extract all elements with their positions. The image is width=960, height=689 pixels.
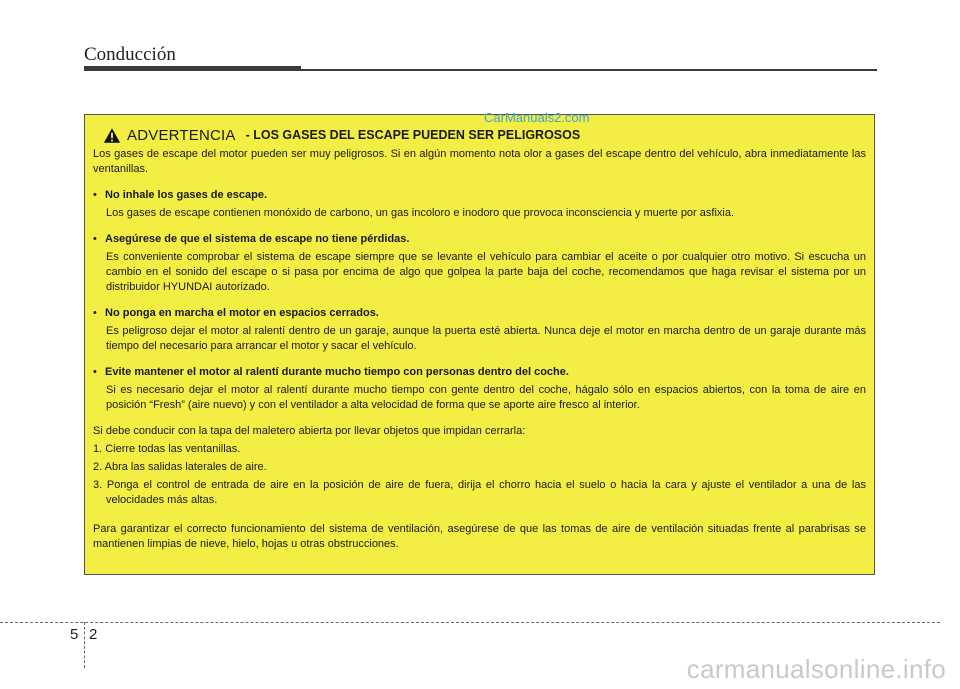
trunk-intro: Si debe conducir con la tapa del maletero abierta por llevar objetos que impidan cerrarla: bbox=[93, 425, 526, 437]
bullet-dot: • bbox=[93, 233, 97, 245]
bullet-title: Evite mantener el motor al ralentí durante mucho tiempo con personas dentro del coche. bbox=[105, 366, 569, 378]
header-rule-thick bbox=[84, 66, 301, 71]
footer-divider bbox=[0, 622, 940, 623]
bullet-dot: • bbox=[93, 307, 97, 319]
step-item: 1. Cierre todas las ventanillas. bbox=[93, 443, 241, 455]
bullet-body: Los gases de escape contienen monóxido de carbono, un gas incoloro e inodoro que provoca inconsciencia y muerte por asfixia. bbox=[106, 207, 735, 219]
bullet-item bbox=[93, 306, 866, 354]
warning-box bbox=[84, 114, 875, 575]
bullet-body: Si es necesario dejar el motor al ralentí durante mucho tiempo con gente dentro del coche, hágalo sólo en espacios abiertos, con la toma de aire en posición “Fresh” (aire nuevo) y con el ventilador a alta velocidad de forma que se aporte aire fresco al interior. bbox=[106, 384, 866, 411]
warning-subtitle: - LOS GASES DEL ESCAPE PUEDEN SER PELIGROSOS bbox=[245, 127, 581, 142]
bullet-title: No inhale los gases de escape. bbox=[105, 189, 268, 201]
warning-triangle-icon bbox=[103, 127, 121, 144]
bullet-item bbox=[93, 232, 866, 295]
bullet-title: Asegúrese de que el sistema de escape no tiene pérdidas. bbox=[105, 233, 410, 245]
bullet-body: Es conveniente comprobar el sistema de escape siempre que se levante el vehículo para cambiar el aceite o por cualquier otro motivo. Si escucha un cambio en el sonido del escape o si pasa por encima de algo que golpea la parte baja del coche, recomendamos que haga revisar el sistema por un distribuidor HYUNDAI autorizado. bbox=[106, 251, 866, 293]
step-item: 3. Ponga el control de entrada de aire en la posición de aire de fuera, dirija el chorro hacia el suelo o hacia la cara y ajuste el ventilador a una de las velocidades más altas. bbox=[93, 479, 866, 506]
warning-intro: Los gases de escape del motor pueden ser muy peligrosos. Si en algún momento nota olor a gases del escape dentro del vehículo, abra inmediatamente las ventanillas. bbox=[93, 148, 866, 175]
bullet-dot: • bbox=[93, 366, 97, 378]
watermark-top: CarManuals2.com bbox=[484, 110, 590, 125]
header-rule-thin bbox=[301, 69, 877, 71]
bullet-item bbox=[93, 365, 866, 413]
final-note: Para garantizar el correcto funcionamiento del sistema de ventilación, asegúrese de que las tomas de aire de ventilación situadas frente al parabrisas se mantienen limpias de nieve, hielo, hojas u otras obstrucciones. bbox=[93, 523, 866, 550]
page-section-title: Conducción bbox=[84, 44, 176, 65]
page-section-number: 5 bbox=[70, 626, 79, 643]
bullet-item bbox=[93, 188, 866, 221]
bullet-title: No ponga en marcha el motor en espacios cerrados. bbox=[105, 307, 379, 319]
warning-label: ADVERTENCIA bbox=[127, 126, 236, 144]
warning-header bbox=[103, 125, 866, 145]
bullet-dot: • bbox=[93, 189, 97, 201]
step-item: 2. Abra las salidas laterales de aire. bbox=[93, 461, 267, 473]
footer-page-divider bbox=[84, 622, 85, 668]
page-number: 2 bbox=[89, 626, 98, 643]
watermark-bottom: carmanualsonline.info bbox=[686, 654, 946, 684]
bullet-body: Es peligroso dejar el motor al ralentí dentro de un garaje, aunque la puerta esté abierta. Nunca deje el motor en marcha dentro de un garaje durante más tiempo del necesario para arrancar el motor y sacar el vehículo. bbox=[106, 325, 866, 352]
